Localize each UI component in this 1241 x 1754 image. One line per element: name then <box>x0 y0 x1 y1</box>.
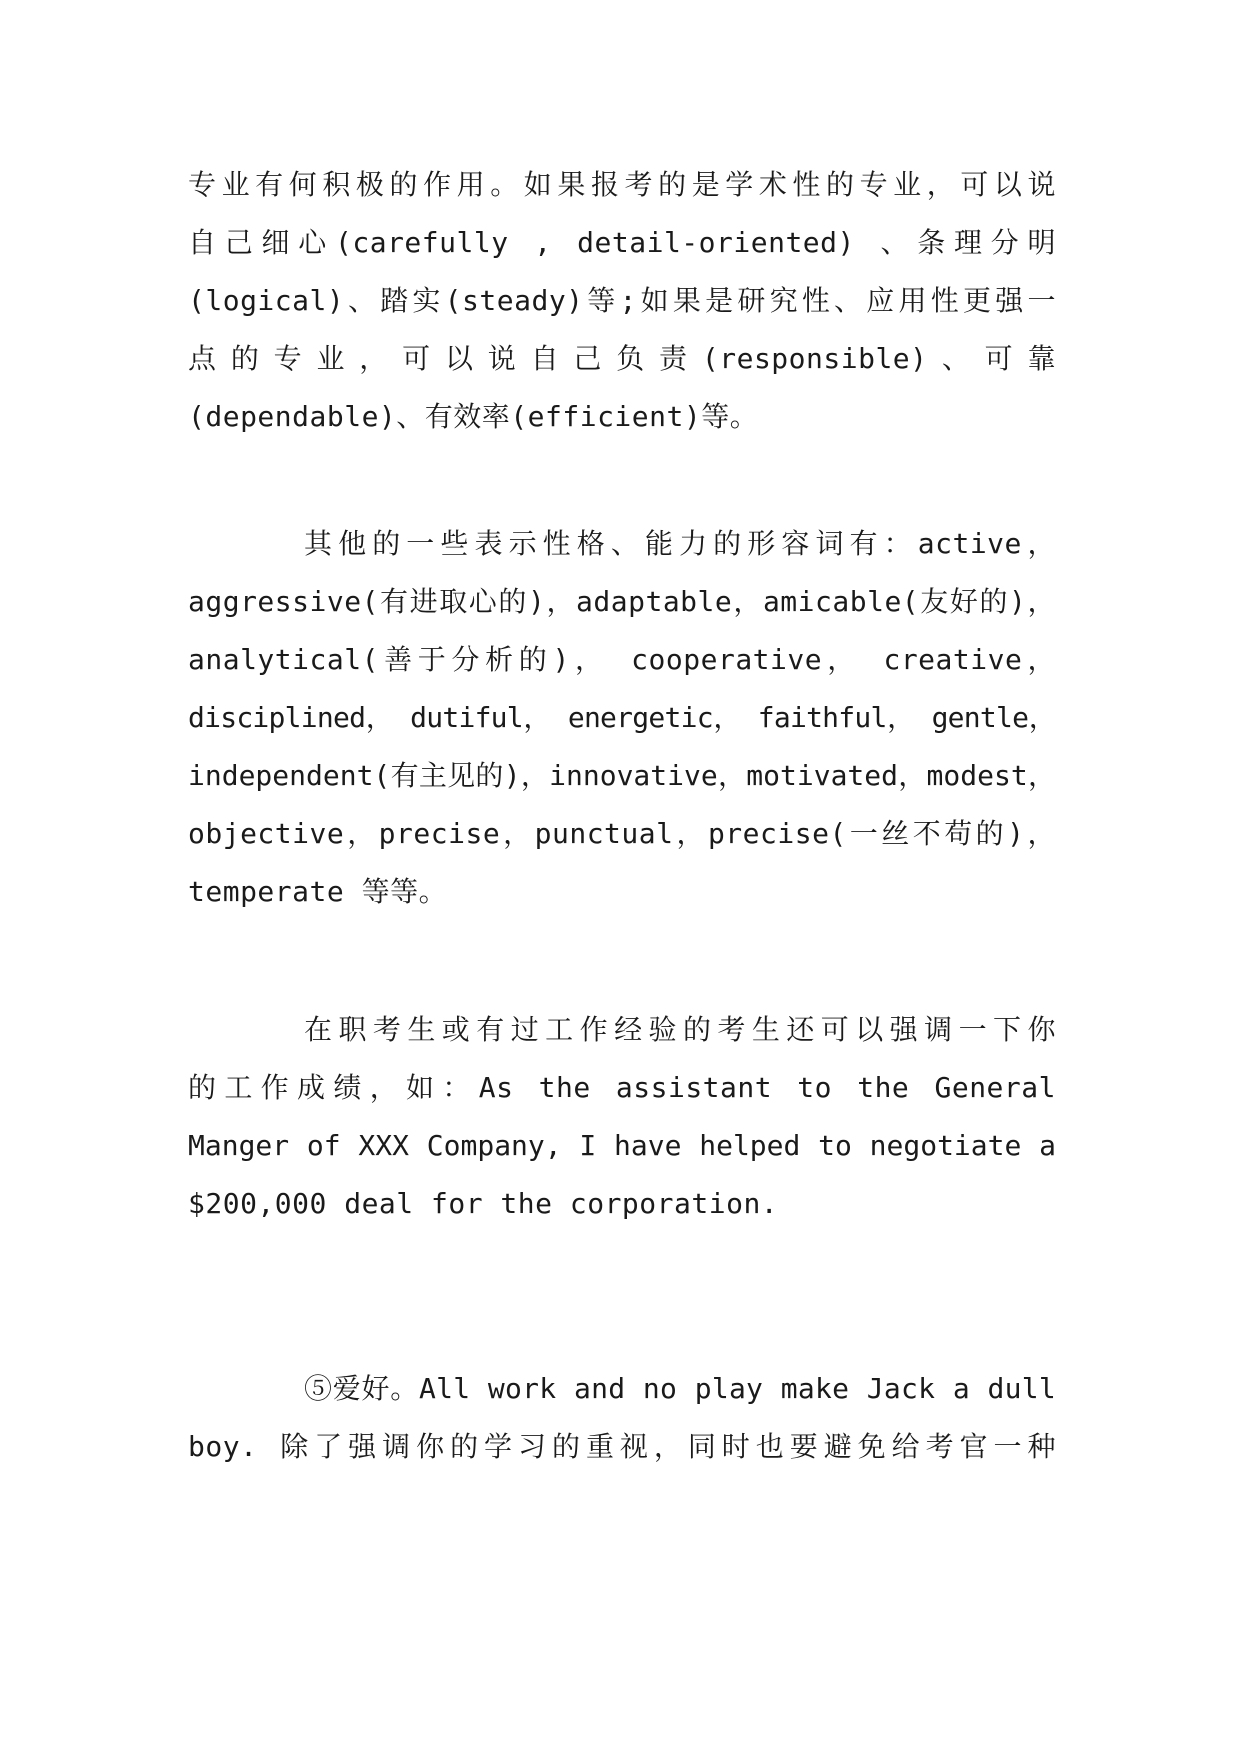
text-line: boy. 除了强调你的学习的重视，同时也要避免给考官一种 <box>188 1430 1056 1463</box>
text-line: aggressive(有进取心的)，adaptable，amicable(友好的)， <box>188 585 1056 618</box>
text-line: (logical)、踏实(steady)等;如果是研究性、应用性更强一 <box>188 284 1056 317</box>
text-line: Manger of XXX Company, I have helped to negotiate a <box>188 1129 1056 1162</box>
paragraph-2 <box>188 515 1056 921</box>
text-line: disciplined， dutiful， energetic， faithful， gentle， <box>188 701 1056 734</box>
text-line: 的工作成绩，如：As the assistant to the General <box>188 1071 1056 1104</box>
text-line: objective，precise，punctual，precise(一丝不苟的)， <box>188 817 1056 850</box>
paragraph-3 <box>188 1001 1056 1233</box>
text-line: (dependable)、有效率(efficient)等。 <box>188 400 759 433</box>
text-line: temperate 等等。 <box>188 875 448 908</box>
text-line: 专业有何积极的作用。如果报考的是学术性的专业，可以说 <box>188 168 1056 201</box>
text-line: $200,000 deal for the corporation. <box>188 1187 779 1220</box>
text-line: ⑤爱好。All work and no play make Jack a dull <box>304 1372 1056 1405</box>
text-line: 其他的一些表示性格、能力的形容词有：active， <box>304 527 1056 560</box>
text-line: independent(有主见的)，innovative，motivated，modest， <box>188 759 1056 792</box>
text-line: 在职考生或有过工作经验的考生还可以强调一下你 <box>304 1013 1056 1046</box>
text-line: 自己细心(carefully , detail-oriented) 、条理分明 <box>188 226 1056 259</box>
text-line: 点的专业，可以说自己负责(responsible)、可靠 <box>188 342 1056 375</box>
paragraph-4 <box>188 1360 1056 1476</box>
text-line: analytical(善于分析的)， cooperative， creative， <box>188 643 1056 676</box>
paragraph-1 <box>188 156 1056 446</box>
